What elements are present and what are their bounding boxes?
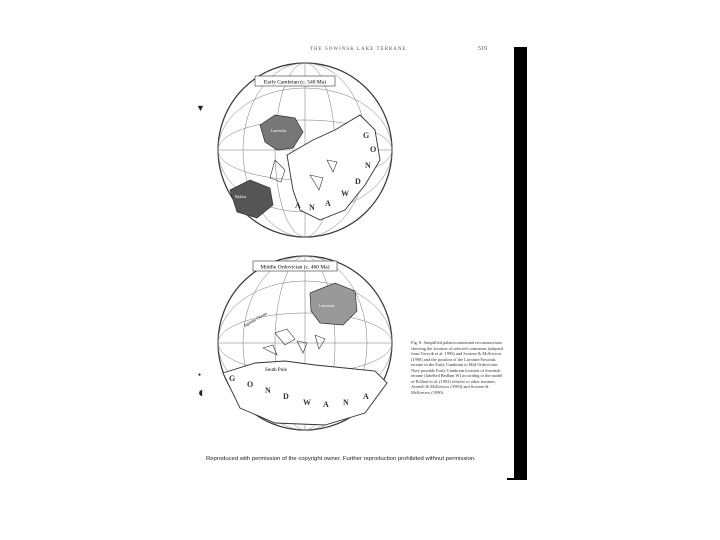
continent-letter: N (309, 203, 315, 212)
continent-letter: D (283, 392, 289, 401)
copyright-footer: Reproduced with permission of the copyright owner. Further reproduction prohibited without permission. (206, 456, 476, 462)
region-label: Laurentia (319, 303, 335, 308)
scan-margin-blot: ◐ (198, 386, 207, 401)
map-title: Early Cambrian (c. 540 Ma) (263, 79, 327, 86)
figure-caption: Fig. 8. Simplified palaeocontinental reconstructions showing the location of selected continents (adapted from Torsvik et al. 1996) and Scotese & McKerrow (1990) and the position of the Lorraine/Sowinsk terrane in the Early Cambrian to Mid Ordovician. Note possible Early Cambrian location of Sowinsk terrane (labelled Bedlam W) according to the model of Pollard et al. (1992) relative to other terranes. Avenell & McKerrow (1983) and Scotese & McKerrow (1990). (411, 340, 503, 395)
scan-margin-dot: ● (198, 373, 202, 378)
region-label: Laurentia (271, 128, 287, 133)
continent-letter: N (343, 398, 349, 407)
page-number: 519 (478, 46, 487, 52)
continent-letter: A (323, 400, 329, 409)
continent-letter: G (229, 374, 236, 383)
continent-letter: N (365, 161, 371, 170)
region-label: South Pole (265, 368, 287, 373)
continent-letter: A (295, 201, 301, 210)
continent-letter: G (363, 131, 370, 140)
globe-map-middle-ordovician (215, 253, 395, 433)
scan-margin-mark: ▼ (196, 103, 205, 113)
scan-edge-rule (507, 478, 527, 480)
continent-letter: A (325, 199, 331, 208)
map-title: Middle Ordovician (c. 460 Ma) (260, 264, 330, 271)
region-label: Iapetus Ocean (243, 310, 268, 328)
running-header: THE SOWINSK LAKE TERRANE (310, 47, 407, 52)
continent-letter: A (363, 392, 369, 401)
globe-map-early-cambrian (215, 60, 395, 240)
continent-letter: N (265, 386, 271, 395)
region-label: Baltica (235, 194, 247, 199)
continent-letter: W (341, 189, 349, 198)
continent-letter: O (370, 145, 377, 154)
continent-letter: D (355, 177, 361, 186)
scan-edge-bar (514, 47, 527, 480)
continent-letter: O (247, 380, 254, 389)
continent-letter: W (303, 398, 311, 407)
